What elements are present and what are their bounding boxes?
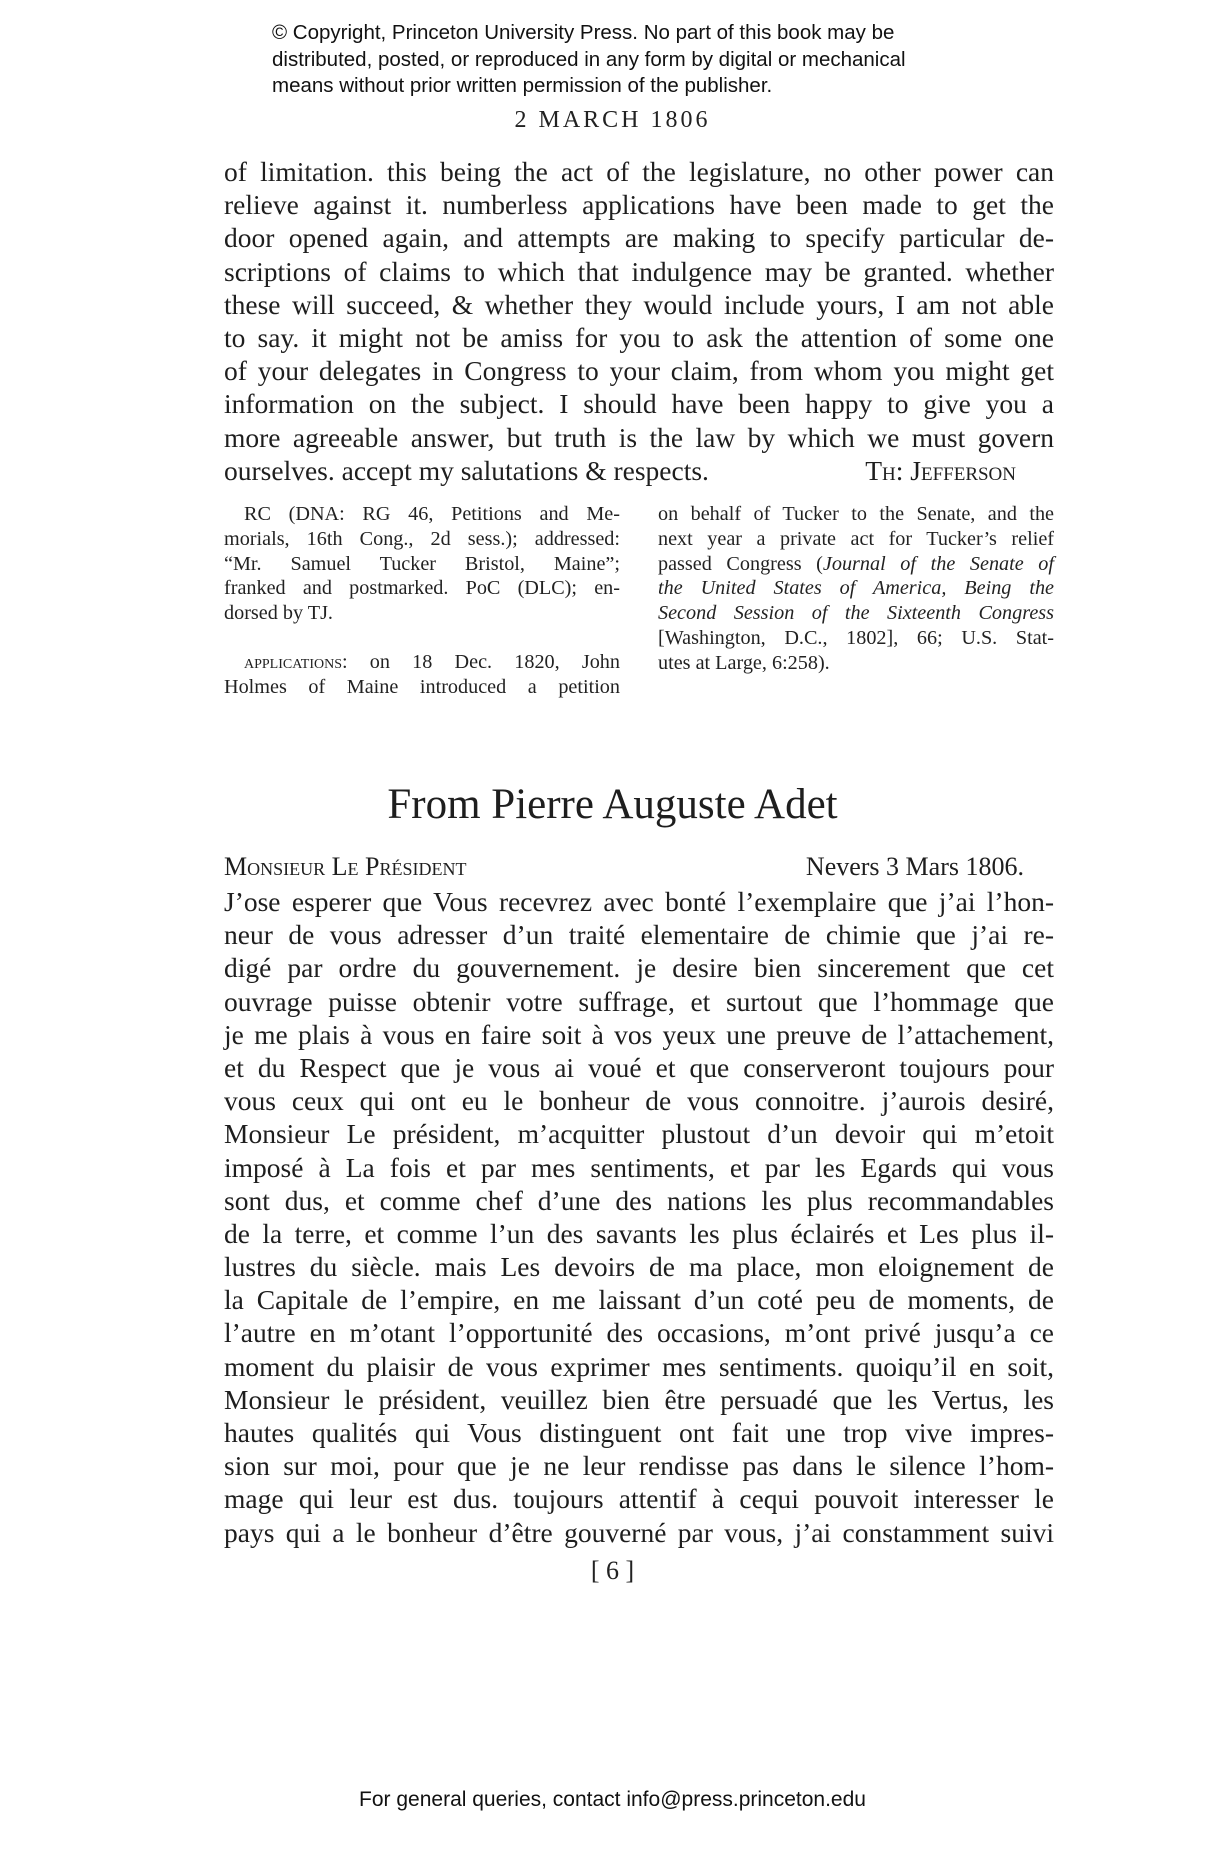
text-line: je me plais à vous en faire soit à vos yeux une preuve de l’attachement, [224, 1018, 1054, 1050]
text-line: imposé à La fois et par mes sentiments, et par les Egards qui vous [224, 1151, 1054, 1183]
note-line: passed Congress (Journal of the Senate of [658, 552, 1055, 575]
copyright-notice [272, 20, 992, 100]
note-line: dorsed by TJ. [224, 602, 333, 625]
note-line: utes at Large, 6:258). [658, 651, 830, 674]
text-line: la Capitale de l’empire, en me laissant d’un coté peu de moments, de [224, 1284, 1054, 1316]
text-line: these will succeed, & whether they would include yours, I am not able [224, 288, 1054, 320]
text-line: vous ceux qui ont eu le bonheur de vous connoitre. j’aurois desiré, [224, 1085, 1054, 1117]
text-line: hautes qualités qui Vous distinguent ont fait une trop vive impres- [224, 1417, 1054, 1448]
note-line: Second Session of the Sixteenth Congress [658, 602, 1054, 625]
previous-letter-body [224, 155, 1054, 487]
copyright-line: distributed, posted, or reproduced in any form by digital or mechanical [272, 47, 906, 71]
note-line: the United States of America, Being the [658, 577, 1054, 600]
text-line: scriptions of claims to which that indulgence may be granted. whether [224, 255, 1054, 287]
salutation-row [224, 852, 1024, 882]
page-number: [ 6 ] [590, 1556, 635, 1585]
place-date: Nevers 3 Mars 1806. [805, 852, 1024, 881]
journal-title: Journal of the Senate of [822, 552, 1055, 575]
text-line: door opened again, and attempts are making to specify particular de- [224, 222, 1054, 254]
text-line: of limitation. this being the act of the legislature, no other power can [224, 156, 1054, 187]
text-line: lustres du siècle. mais Les devoirs de ma place, mon eloignement de [224, 1251, 1054, 1283]
note-line: franked and postmarked. PoC (DLC); en- [224, 577, 620, 600]
text-line: relieve against it. numberless applications have been made to get the [224, 189, 1054, 221]
text-line: Monsieur Le président, m’acquitter plustout d’un devoir qui m’etoit [224, 1118, 1054, 1150]
text-line: sion sur moi, pour que je ne leur rendisse pas dans le silence l’hom- [224, 1450, 1054, 1482]
note-line: next year a private act for Tucker’s relief [658, 527, 1054, 550]
text-line: to say. it might not be amiss for you to ask the attention of some one [224, 321, 1054, 353]
notes-right-column [658, 502, 1054, 700]
copyright-line: © Copyright, Princeton University Press. No part of this book may be [272, 21, 895, 44]
note-line: RC (DNA: RG 46, Petitions and Me- [244, 503, 620, 525]
text-line: ouvrage puisse obtenir votre suffrage, et surtout que l’hommage que [224, 985, 1054, 1017]
salutation: Monsieur Le Président [224, 852, 467, 881]
note-line: on behalf of Tucker to the Senate, and the [658, 503, 1054, 525]
text-line: J’ose esperer que Vous recevrez avec bonté l’exemplaire que j’ai l’hon- [224, 886, 1054, 917]
note-line: [Washington, D.C., 1802], 66; U.S. Stat- [658, 626, 1054, 649]
letter-body [224, 885, 1054, 1549]
applications-label: applications [244, 650, 343, 673]
note-line: “Mr. Samuel Tucker Bristol, Maine”; [224, 552, 620, 575]
text-line: information on the subject. I should have been happy to give you a [224, 388, 1054, 420]
note-line: Holmes of Maine introduced a petition [224, 675, 620, 698]
text-line: de la terre, et comme l’un des savants les plus éclairés et Les plus il- [224, 1217, 1054, 1249]
text-line: moment du plaisir de vous exprimer mes sentiments. quoiqu’il en soit, [224, 1350, 1054, 1382]
closing-line [224, 454, 1054, 487]
copyright-line: means without prior written permission of the publisher. [272, 74, 773, 97]
text-line: mage qui leur est dus. toujours attentif à cequi pouvoit interesser le [224, 1483, 1054, 1515]
closing-text: ourselves. accept my salutations & respects. [224, 454, 709, 486]
signature: Th: Jefferson [865, 454, 1016, 486]
notes-left-column [224, 502, 620, 700]
text-line: l’autre en m’otant l’opportunité des occasions, m’ont privé jusqu’a ce [224, 1317, 1054, 1349]
text-line: neur de vous adresser d’un traité elementaire de chimie que j’ai re- [224, 919, 1054, 951]
letter-title: From Pierre Auguste Adet [387, 781, 838, 828]
editorial-notes [224, 502, 1054, 700]
footer-contact: For general queries, contact info@press.princeton.edu [359, 1788, 866, 1811]
note-line: applications: on 18 Dec. 1820, John [244, 650, 620, 673]
text-line: sont dus, et comme chef d’une des nations les plus recommandables [224, 1184, 1054, 1216]
text-line: more agreeable answer, but truth is the law by which we must govern [224, 421, 1054, 453]
text-line: of your delegates in Congress to your claim, from whom you might get [224, 355, 1054, 387]
text-line: et du Respect que je vous ai voué et que conserveront toujours pour [224, 1051, 1054, 1083]
text-line: pays qui a le bonheur d’être gouverné par vous, j’ai constamment suivi [224, 1516, 1054, 1548]
text-line: Monsieur le président, veuillez bien être persuadé que les Vertus, les [224, 1383, 1054, 1415]
running-head: 2 MARCH 1806 [514, 107, 711, 133]
note-line: morials, 16th Cong., 2d sess.); addressed: [224, 527, 620, 550]
text-line: digé par ordre du gouvernement. je desire bien sincerement que cet [224, 952, 1054, 984]
